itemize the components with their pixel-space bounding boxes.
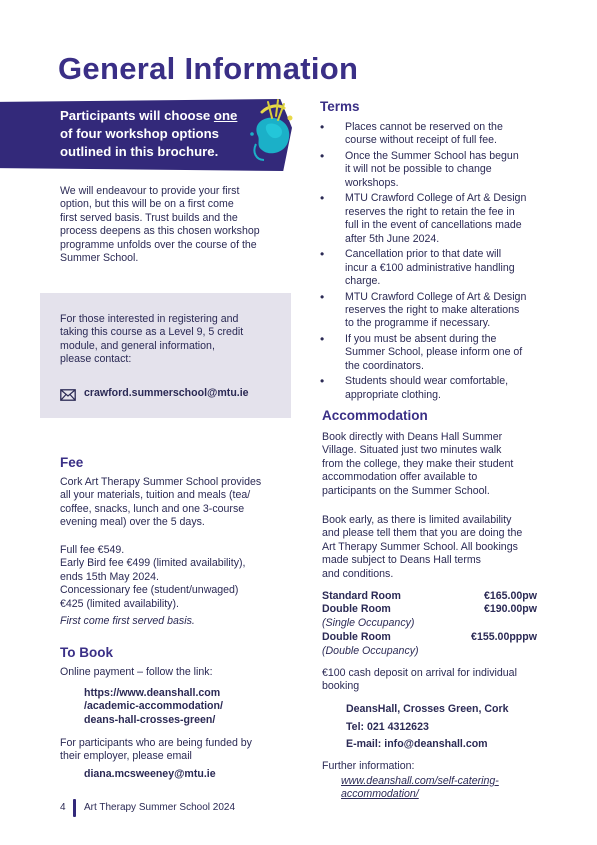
- room-row: [322, 603, 537, 616]
- booking-link-line[interactable]: /academic-accommodation/: [84, 700, 223, 713]
- intro-line: programme unfolds over the course of the: [60, 238, 257, 251]
- terms-line: • Cancellation prior to that date will: [345, 248, 502, 261]
- accommodation-line: and conditions.: [322, 567, 394, 580]
- terms-line: full in the event of cancellations made: [345, 219, 522, 232]
- booking-link[interactable]: [84, 687, 223, 727]
- accommodation-line: and please tell them that you are doing the: [322, 527, 523, 540]
- terms-heading: Terms: [320, 99, 360, 114]
- funding-email-link[interactable]: diana.mcsweeney@mtu.ie: [84, 768, 216, 780]
- further-link-line[interactable]: www.deanshall.com/self-catering-: [341, 775, 499, 787]
- room-name: Standard Room: [322, 590, 401, 602]
- room-price-list: [322, 590, 537, 658]
- terms-item: [320, 192, 545, 246]
- terms-line: reserves the right to make alterations: [345, 304, 520, 317]
- room-name: Double Room: [322, 603, 391, 616]
- terms-line: • Once the Summer School has begun: [345, 150, 519, 162]
- footer-title: Art Therapy Summer School 2024: [84, 802, 236, 813]
- contact-email-link[interactable]: crawford.summerschool@mtu.ie: [84, 387, 249, 399]
- fee-price-line: Full fee €549.: [60, 544, 125, 556]
- accommodation-line: from the college, they make their student: [322, 457, 514, 470]
- further-link-line[interactable]: accommodation/: [341, 788, 419, 801]
- banner-line-2: of four workshop options: [60, 126, 219, 141]
- fee-heading: Fee: [60, 455, 84, 470]
- accommodation-line: participants on the Summer School.: [322, 484, 490, 497]
- fee-line: evening meal) over the 5 days.: [60, 516, 205, 529]
- intro-line: first served basis. Trust builds and the: [60, 211, 238, 224]
- contact-line: please contact:: [60, 353, 132, 366]
- intro-paragraph: [60, 185, 280, 265]
- terms-line: the coordinators.: [345, 359, 424, 372]
- deans-hall-email[interactable]: E-mail: info@deanshall.com: [346, 738, 488, 750]
- accommodation-heading: Accommodation: [322, 408, 428, 423]
- contact-line: For those interested in registering and: [60, 313, 239, 325]
- terms-line: course without receipt of full fee.: [345, 134, 497, 147]
- terms-line: it will not be possible to change: [345, 163, 492, 176]
- fee-line: coffee, snacks, lunch and one 3-course: [60, 502, 245, 515]
- banner-underlined-word: one: [213, 108, 238, 123]
- deposit-text: [322, 667, 552, 694]
- accommodation-line: Art Therapy Summer School. All bookings: [322, 540, 518, 553]
- fee-price-line: Early Bird fee €499 (limited availability),: [60, 557, 246, 570]
- fee-prices: [60, 544, 290, 611]
- terms-line: after 5th June 2024.: [345, 232, 440, 245]
- intro-line: process deepens as this chosen workshop: [60, 225, 260, 238]
- room-note: (Single Occupancy): [322, 616, 415, 629]
- deposit-line: booking: [322, 680, 360, 693]
- fee-price-line: ends 15th May 2024.: [60, 570, 159, 583]
- intro-line: option, but this will be on a first come: [60, 198, 234, 211]
- terms-line: • MTU Crawford College of Art & Design: [345, 290, 527, 303]
- deans-hall-contact: [346, 701, 509, 754]
- fee-line: all your materials, tuition and meals (tea/: [60, 489, 251, 502]
- deans-hall-phone[interactable]: Tel: 021 4312623: [346, 720, 429, 733]
- to-book-heading: To Book: [60, 645, 113, 660]
- accommodation-line: Book early, as there is limited availability: [322, 514, 512, 526]
- contact-line: taking this course as a Level 9, 5 credit: [60, 326, 244, 339]
- envelope-icon: [60, 389, 76, 401]
- funded-line: For participants who are being funded by: [60, 737, 252, 749]
- room-row: [322, 590, 537, 603]
- accommodation-line: Village. Situated just two minutes walk: [322, 444, 502, 457]
- room-price: €190.00pw: [483, 603, 537, 616]
- terms-line: incur a €100 administrative handling: [345, 261, 515, 274]
- further-info-label: Further information:: [322, 760, 415, 772]
- footer-divider: [73, 799, 76, 817]
- accommodation-paragraph-1: [322, 431, 552, 498]
- fee-line: Cork Art Therapy Summer School provides: [60, 476, 262, 488]
- to-book-online: Online payment – follow the link:: [60, 666, 213, 678]
- terms-line: • Students should wear comfortable,: [345, 375, 509, 388]
- room-note: (Double Occupancy): [322, 644, 419, 657]
- contact-text: [60, 313, 280, 367]
- room-price: €165.00pw: [483, 590, 537, 602]
- deans-hall-address: DeansHall, Crosses Green, Cork: [346, 703, 509, 715]
- booking-link-line[interactable]: deans-hall-crosses-green/: [84, 713, 216, 726]
- terms-line: workshops.: [345, 176, 399, 189]
- terms-item: [320, 375, 545, 402]
- accommodation-paragraph-2: [322, 514, 552, 581]
- banner-text: [60, 107, 270, 161]
- terms-list: [320, 121, 545, 404]
- intro-line: Summer School.: [60, 252, 139, 265]
- terms-line: • MTU Crawford College of Art & Design: [345, 192, 527, 205]
- funded-line: their employer, please email: [60, 750, 192, 763]
- further-info-link[interactable]: [341, 775, 499, 802]
- terms-item: [320, 291, 545, 331]
- accommodation-line: accommodation offer available to: [322, 471, 478, 484]
- terms-line: • If you must be absent during the: [345, 333, 497, 346]
- booking-link-line[interactable]: https://www.deanshall.com: [84, 687, 221, 699]
- terms-item: [320, 121, 545, 148]
- contact-line: module, and general information,: [60, 339, 215, 352]
- terms-item: [320, 333, 545, 373]
- room-price: €155.00pppw: [471, 631, 537, 644]
- terms-item: [320, 248, 545, 288]
- banner-line-3: outlined in this brochure.: [60, 144, 219, 159]
- terms-item: [320, 150, 545, 190]
- room-row: [322, 631, 537, 644]
- page-number: 4: [60, 802, 66, 813]
- fee-note: First come first served basis.: [60, 615, 195, 627]
- fee-price-line: €425 (limited availability).: [60, 597, 179, 610]
- accommodation-line: Book directly with Deans Hall Summer: [322, 431, 503, 443]
- intro-line: We will endeavour to provide your first: [60, 185, 240, 197]
- terms-line: Summer School, please inform one of: [345, 346, 523, 359]
- to-book-funded: [60, 737, 290, 764]
- terms-line: to the programme if necessary.: [345, 317, 491, 330]
- banner-line-1: Participants will choose: [60, 108, 214, 123]
- terms-line: • Places cannot be reserved on the: [345, 121, 503, 133]
- accommodation-line: made subject to Deans Hall terms: [322, 554, 481, 567]
- page-title: General Information: [58, 51, 359, 86]
- room-name: Double Room: [322, 631, 391, 644]
- fee-text: [60, 476, 290, 530]
- fee-price-line: Concessionary fee (student/unwaged): [60, 584, 239, 597]
- terms-line: reserves the right to retain the fee in: [345, 205, 515, 218]
- terms-line: charge.: [345, 275, 381, 288]
- terms-line: appropriate clothing.: [345, 388, 441, 401]
- deposit-line: €100 cash deposit on arrival for individual: [322, 667, 517, 679]
